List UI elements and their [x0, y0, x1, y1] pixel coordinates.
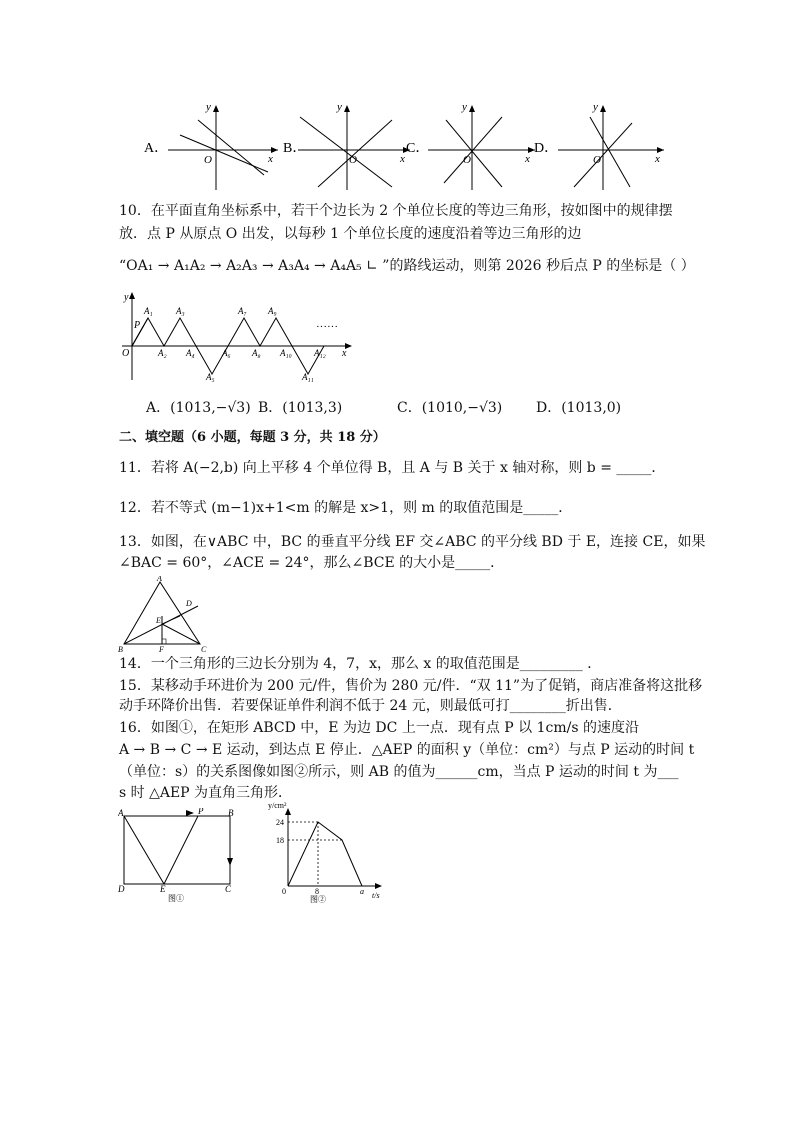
- q10-a1: A₁: [144, 306, 153, 316]
- q10-a3: A₃: [176, 306, 185, 316]
- q9-d-o: O: [593, 154, 601, 166]
- q16-f1-c: C: [225, 884, 232, 894]
- section2-title: 二、填空题（6 小题，每题 3 分，共 18 分）: [119, 430, 386, 445]
- q16-f1-d: D: [118, 884, 125, 894]
- q10-a5: A₅: [206, 372, 215, 382]
- q9-option-d-label: D．: [534, 141, 559, 156]
- q16-f2-ylabel: y/cm²: [268, 801, 287, 810]
- q16-f1-a: A: [118, 808, 124, 818]
- q9-b-o: O: [349, 154, 357, 166]
- q16-line1: 16．如图①，在矩形 ABCD 中，E 为边 DC 上一点．现有点 P 以 1cm/s 的速度沿: [119, 720, 639, 736]
- q11-text: 11．若将 A(−2,b) 向上平移 4 个单位得 B，且 A 与 B 关于 x 轴对称，则 b = _____．: [119, 460, 666, 476]
- q16-line2: A → B → C → E 运动，到达点 E 停止．△AEP 的面积 y（单位：cm²）与点 P 运动的时间 t: [119, 742, 695, 758]
- q9-c-y: y: [462, 101, 467, 113]
- q10-x-axis: x: [342, 348, 347, 359]
- q10-a9: A₉: [268, 306, 277, 316]
- q10-a10: A₁₀: [280, 348, 292, 358]
- q9-option-c-label: C．: [406, 141, 430, 156]
- q15-line2: 动手环降价出售．若要保证单件利润不低于 24 元，则最低可打________折出售．: [119, 698, 622, 714]
- q9-option-a-label: A．: [144, 141, 169, 156]
- q10-line3: “OA₁ → A₁A₂ → A₂A₃ → A₃A₄ → A₄A₅ ∟ ”的路线运动，则第 2026 秒后点 P 的坐标是（ ）: [119, 258, 695, 274]
- q10-option-c: C．(1010,−√3): [397, 400, 503, 416]
- q10-y-axis: y: [124, 292, 129, 303]
- q9-option-b-label: B．: [283, 141, 307, 156]
- q13-line2: ∠BAC = 60°，∠ACE = 24°，那么∠BCE 的大小是_____．: [119, 555, 505, 571]
- q16-f2-y2: 18: [276, 836, 284, 845]
- q10-a8: A₈: [252, 348, 261, 358]
- q16-f2-origin: 0: [282, 887, 286, 896]
- q16-f1-p: P: [198, 808, 204, 816]
- q16-f2-caption: 图②: [310, 895, 326, 904]
- q16-f1-e: E: [160, 884, 166, 894]
- q13-f: F: [159, 645, 164, 654]
- q10-line2: 放．点 P 从原点 O 出发，以每秒 1 个单位长度的速度沿着等边三角形的边: [119, 226, 582, 242]
- q10-option-d: D．(1013,0): [536, 400, 622, 416]
- q9-b-y: y: [337, 101, 342, 113]
- q16-figure-2: [262, 800, 392, 904]
- q16-f1-b: B: [228, 808, 234, 818]
- q13-c: C: [201, 645, 207, 654]
- q9-option-graphs: [0, 95, 794, 195]
- q16-f2-xlabel: t/s: [372, 891, 380, 900]
- q15-line1: 15．某移动手环进价为 200 元/件，售价为 280 元/件．“双 11”为了促销，商店准备将这批移: [119, 678, 703, 694]
- q10-line1: 10．在平面直角坐标系中，若干个边长为 2 个单位长度的等边三角形，按如图中的规律摆: [119, 203, 673, 219]
- q9-c-x: x: [525, 153, 530, 165]
- q13-line1: 13．如图，在∨ABC 中，BC 的垂直平分线 EF 交∠ABC 的平分线 BD 于 E，连接 CE，如果: [119, 534, 706, 550]
- q10-option-a: A．(1013,−√3): [146, 400, 251, 416]
- q9-c-o: O: [463, 154, 471, 166]
- q16-f1-caption: 图①: [168, 894, 184, 903]
- q10-a7: A₇: [238, 306, 247, 316]
- q9-a-y: y: [206, 101, 211, 113]
- q16-f2-xa: a: [360, 887, 364, 896]
- q16-f2-y1: 24: [276, 818, 284, 827]
- q9-a-o: O: [204, 154, 212, 166]
- q13-b: B: [118, 645, 123, 654]
- q10-option-b: B．(1013,3): [258, 400, 343, 416]
- q13-e: E: [156, 616, 161, 625]
- q9-d-y: y: [593, 101, 598, 113]
- q16-figure-1: [118, 808, 248, 903]
- q10-a11: A₁₁: [302, 372, 314, 382]
- q16-line4: s 时 △AEP 为直角三角形．: [119, 785, 293, 801]
- q16-line3: （单位：s）的关系图像如图②所示，则 AB 的值为______cm，当点 P 运动的时间 t 为___: [119, 764, 679, 780]
- q10-a12: A₁₂: [314, 348, 326, 358]
- q9-options-row: [0, 95, 794, 195]
- q9-a-x: x: [268, 153, 273, 165]
- q13-d: D: [186, 599, 192, 608]
- q9-d-x: x: [655, 153, 660, 165]
- q9-b-x: x: [400, 153, 405, 165]
- q10-a6: A₆: [222, 348, 231, 358]
- q10-a4: A₄: [186, 348, 195, 358]
- q14-text: 14．一个三角形的三边长分别为 4，7，x，那么 x 的取值范围是_________ ．: [119, 656, 602, 672]
- q13-figure: [118, 576, 208, 654]
- q13-a: A: [157, 576, 162, 583]
- q16-f2-x1: 8: [315, 887, 319, 896]
- q10-dots: ······: [316, 321, 338, 333]
- q10-a2: A₂: [158, 348, 167, 358]
- q10-origin: O: [122, 348, 130, 359]
- q10-p: P: [134, 320, 141, 331]
- q10-figure: [118, 290, 358, 382]
- q12-text: 12．若不等式 (m−1)x+1<m 的解是 x>1，则 m 的取值范围是_____．: [119, 500, 573, 516]
